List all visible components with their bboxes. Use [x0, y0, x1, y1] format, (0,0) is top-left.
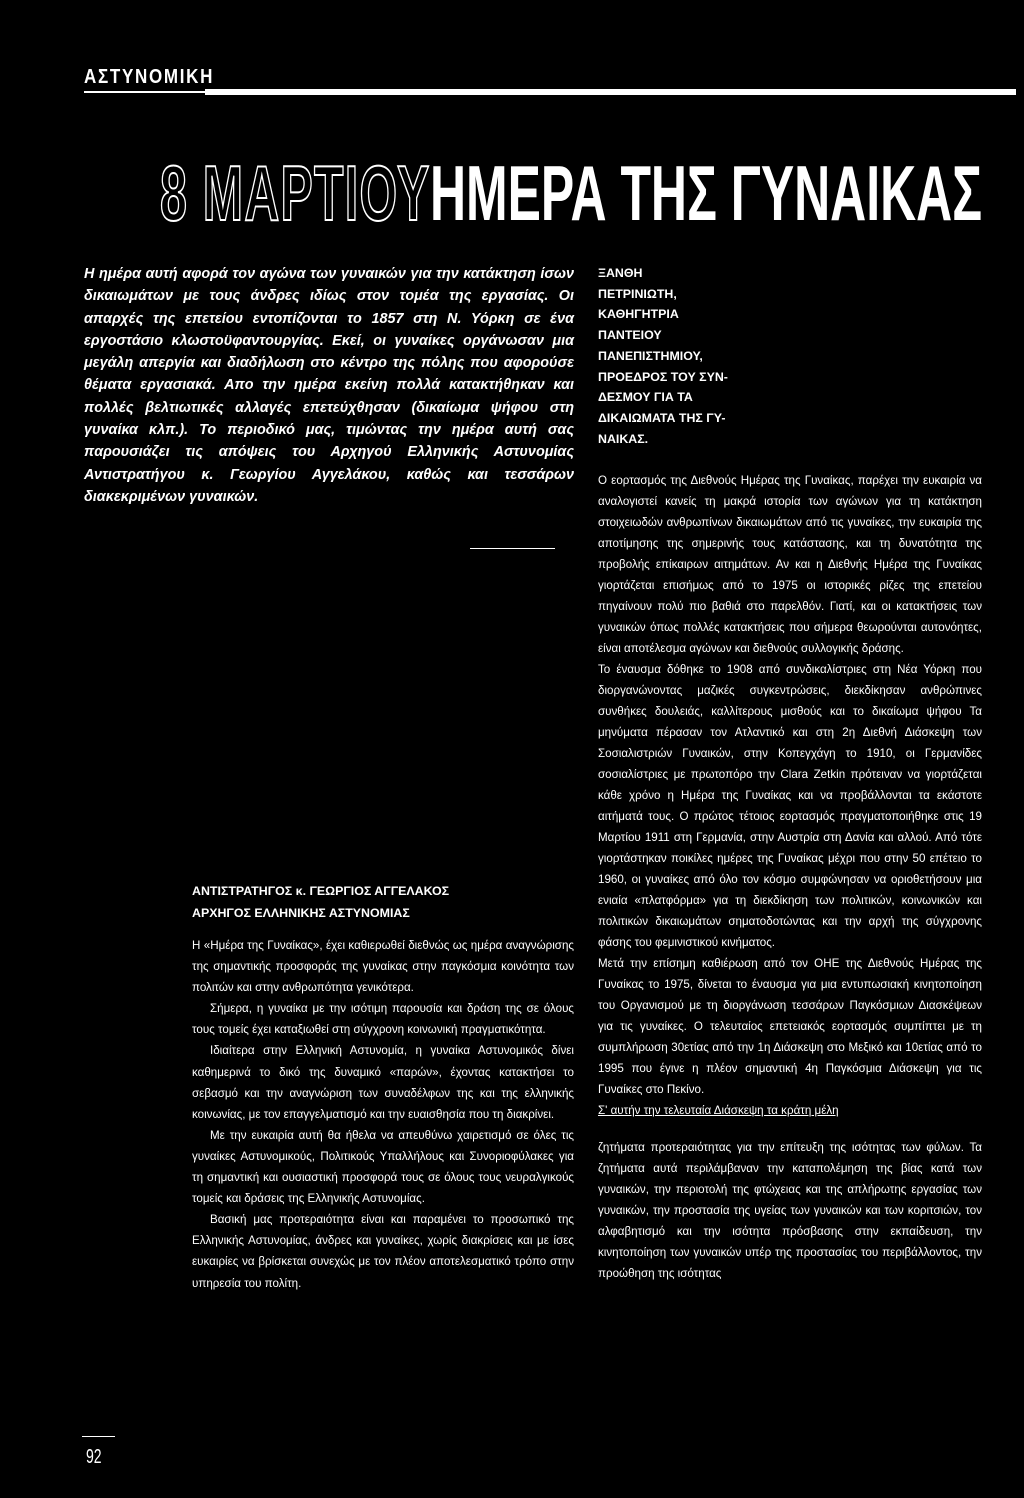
- author-role-2: ΠΑΝΤΕΙΟΥ: [598, 328, 662, 343]
- author-name: ΞΑΝΘΗ: [598, 266, 643, 280]
- article-paragraph: Ιδιαίτερα στην Ελληνική Αστυνομία, η γυναίκα Αστυνομικός δίνει καθημερινά το δικό της δυναμικό «παρών», έχοντας κατακτήσει το σεβασμό και την αναγνώριση των συναδέλφων της και της ελληνικής κοινωνίας, με τον επαγγελματισμό και την ευαισθησία που τη διακρίνει.: [192, 1044, 574, 1121]
- author-role-3: ΠΑΝΕΠΙΣΤΗΜΙΟΥ,: [598, 348, 703, 363]
- intro-text: [84, 263, 574, 508]
- author-role-7: ΝΑΙΚΑΣ.: [598, 431, 649, 446]
- intro-paragraph-2: Το περιοδικό μας, τιμώντας την ημέρα αυτή σας παρουσιάζει τις απόψεις του Αρχηγού Ελληνικής Αστυνομίας Αντιστρατήγου κ. Γεωργίου Αγγελάκου, καθώς και τεσσάρων διακεκριμένων γυναικών.: [84, 422, 575, 505]
- author-role-4: ΠΡΟΕΔΡΟΣ ΤΟΥ ΣΥΝ-: [598, 369, 728, 384]
- page-number: 92: [86, 1446, 102, 1468]
- intro-paragraph-1: Η ημέρα αυτή αφορά τον αγώνα των γυναικών για την κατάκτηση ίσων δικαιωμάτων με τους άνδρες ιδίως στον τομέα της εργασίας. Οι απαρχές της επετείου εντοπίζονται το 1857 στη Ν. Υόρκη σε ένα εργοστάσιο κλωστοϋφαντουργίας. Εκεί, οι γυναίκες οργάνωσαν μια μεγάλη απεργία και διαδήλωση στο κέντρο της πόλης που αφορούσε θέματα εργασιακά. Απο την ημέρα εκείνη πολλά κατακτήθηκαν και πολλές βελτιωτικές αλλαγές επετεύχθησαν (δικαίωμα ψήφου στη γυναίκα κλπ.).: [84, 266, 574, 439]
- article-paragraph: Το έναυσμα δόθηκε το 1908 από συνδικαλίστριες στη Νέα Υόρκη που διοργανώνοντας μαζικές συγκεντρώσεις, διεκδίκησαν ανθρώπινες συνθήκες δουλειάς, καλλίτερους μισθούς και το δικαίωμα ψήφου Τα μηνύματα πέρασαν τον Ατλαντικό και στη 2η Διεθνή Διάσκεψη των Σοσιαλιστριών Γυναικών, στην Κοπεγχάγη το 1910, οι Γερμανίδες σοσιαλίστριες με πρωτοπόρο την Clara Zetkin πρότειναν να γιορτάζεται κάθε χρόνο η Ημέρα της Γυναίκας και να προβάλλονται τα εκάστοτε αιτήματά τους. Ο πρώτος τέτοιος εορτασμός πραγματοποιήθηκε στις 19 Μαρτίου 1911 στη Γερμανία, στην Αυστρία στη Δανία και αλλού. Από τότε γιορτάστηκαν ποικίλες ημέρες της Γυναίκας μέχρι που στην 50 επέτειο το 1960, οι γυναίκες από όλο τον κόσμο συμφώνησαν να οριοθετήσουν μια ενιαία «πλατφόρμα» για τη διεκδίκηση των πολιτικών, κοινωνικών και πολιτικών δικαιωμάτων σηματοδοτώντας και την αρχή της σύγχρονης φάσης του φεμινιστικού κινήματος.: [598, 663, 982, 949]
- article-paragraph: Η «Ημέρα της Γυναίκας», έχει καθιερωθεί διεθνώς ως ημέρα αναγνώρισης της σημαντικής προσφοράς της γυναίκας στην παγκόσμια κοινότητα των πολιτών και στην ανθρωπότητα γενικότερα.: [192, 939, 574, 995]
- article-paragraph: Σ' αυτήν την τελευταία Διάσκεψη τα κράτη μέλη: [598, 1104, 839, 1117]
- signature-block: [192, 880, 572, 925]
- article-paragraph: Σήμερα, η γυναίκα με την ισότιμη παρουσία και δράση της σε όλους τους τομείς έχει καταξιωθεί στη σύγχρονη κοινωνική πραγματικότητα.: [192, 1002, 574, 1037]
- author-role-6: ΔΙΚΑΙΩΜΑΤΑ ΤΗΣ ΓΥ-: [598, 410, 726, 425]
- intro-divider: [470, 548, 555, 549]
- article-paragraph: Μετά την επίσημη καθιέρωση από τον ΟΗΕ της Διεθνούς Ημέρας της Γυναίκας το 1975, δίνεται το έναυσμα για μια εντυπωσιακή κινητοποίηση του Οργανισμού με τη διοργάνωση τεσσάρων Παγκόσμιων Διασκέψεων για τις γυναίκες. Ο τελευταίος επετειακός εορτασμός συμπίπτει με τη συμπλήρωση 30ετίας από την 1η Διάσκεψη στο Μεξικό και 10ετίας από το 1995 που έγινε η πλέον σημαντική 4η Παγκόσμια Διάσκεψη για τις Γυναίκες στο Πεκίνο.: [598, 957, 982, 1096]
- left-article-column: [192, 935, 574, 1294]
- title-date: 8 ΜΑΡΤΙΟΥ: [160, 149, 431, 237]
- header-rule-thick: [205, 89, 1016, 95]
- author-surname: ΠΕΤΡΙΝΙΩΤΗ,: [598, 286, 677, 301]
- section-label: ΑΣΤΥΝΟΜΙΚΗ: [84, 66, 215, 88]
- article-paragraph: Βασική μας προτεραιότητα είναι και παραμένει το προσωπικό της Ελληνικής Αστυνομίας, άνδρες και γυναίκες, χωρίς διακρίσεις και με ίσες ευκαιρίες να βρίσκεται συνεχώς με τον πλέον αποτελεσματικό τρόπο στην υπηρεσία του πολίτη.: [192, 1213, 574, 1290]
- page-number-rule: [82, 1436, 115, 1437]
- author-role-1: ΚΑΘΗΓΗΤΡΙΑ: [598, 307, 679, 322]
- author-credit: [598, 263, 758, 449]
- article-paragraph: ζητήματα προτεραιότητας για την επίτευξη της ισότητας των φύλων. Τα ζητήματα αυτά περιλάμβαναν την καταπολέμηση της βίας κατά των γυναικών, την περιοτολή της φτώχειας και της απλήρωτης εργασίας των γυναικών, την προστασία της υγείας των γυναικών και των κοριτσιών, τον αλφαβητισμό και την ισότητα πρόσβασης στην εκπαίδευση, την κινητοποίηση των γυναικών υπέρ της προστασίας του περιβάλλοντος, την προώθηση της ισότητας: [598, 1141, 982, 1280]
- signature-name: ΑΝΤΙΣΤΡΑΤΗΓΟΣ κ. ΓΕΩΡΓΙΟΣ ΑΓΓΕΛΑΚΟΣ: [192, 884, 450, 898]
- page-title: ΗΜΕΡΑ ΤΗΣ ΓΥΝΑΙΚΑΣ: [430, 149, 983, 237]
- article-paragraph: Με την ευκαιρία αυτή θα ήθελα να απευθύνω χαιρετισμό σε όλες τις γυναίκες Αστυνομικούς, Πολιτικούς Υπαλλήλους και Συνοριοφύλακες για τη σημαντική και ουσιαστική προσφορά τους σε όλους τους νευραλγικούς τομείς και δράσεις της Ελληνικής Αστυνομίας.: [192, 1128, 574, 1206]
- signature-title: ΑΡΧΗΓΟΣ ΕΛΛΗΝΙΚΗΣ ΑΣΤΥΝΟΜΙΑΣ: [192, 906, 410, 921]
- author-role-5: ΔΕΣΜΟΥ ΓΙΑ ΤΑ: [598, 390, 693, 405]
- article-paragraph: Ο εορτασμός της Διεθνούς Ημέρας της Γυναίκας, παρέχει την ευκαιρία να αναλογιστεί κανείς τη μακρά ιστορία των αγώνων για τη κατάκτηση στοιχειωδών ανθρωπίνων δικαιωμάτων από τις γυναίκες, την ευκαιρία της αποτίμησης της σημερινής τους κατάστασης, και τη δυνατότητα της προβολής επίκαιρων αιτημάτων. Αν και η Διεθνής Ημέρα της Γυναίκας γιορτάζεται επισήμως από το 1975 οι ιστορικές ρίζες της επετείου πηγαίνουν πολύ πιο βαθιά στο παρελθόν. Γιατί, και οι κατακτήσεις των γυναικών όπως πολλές κατακτήσεις που σήμερα θεωρούνται αυτονόητες, είναι αποτέλεσμα αγώνων και διεθνούς συλλογικής δράσης.: [598, 474, 982, 655]
- right-article-column: [598, 470, 982, 1284]
